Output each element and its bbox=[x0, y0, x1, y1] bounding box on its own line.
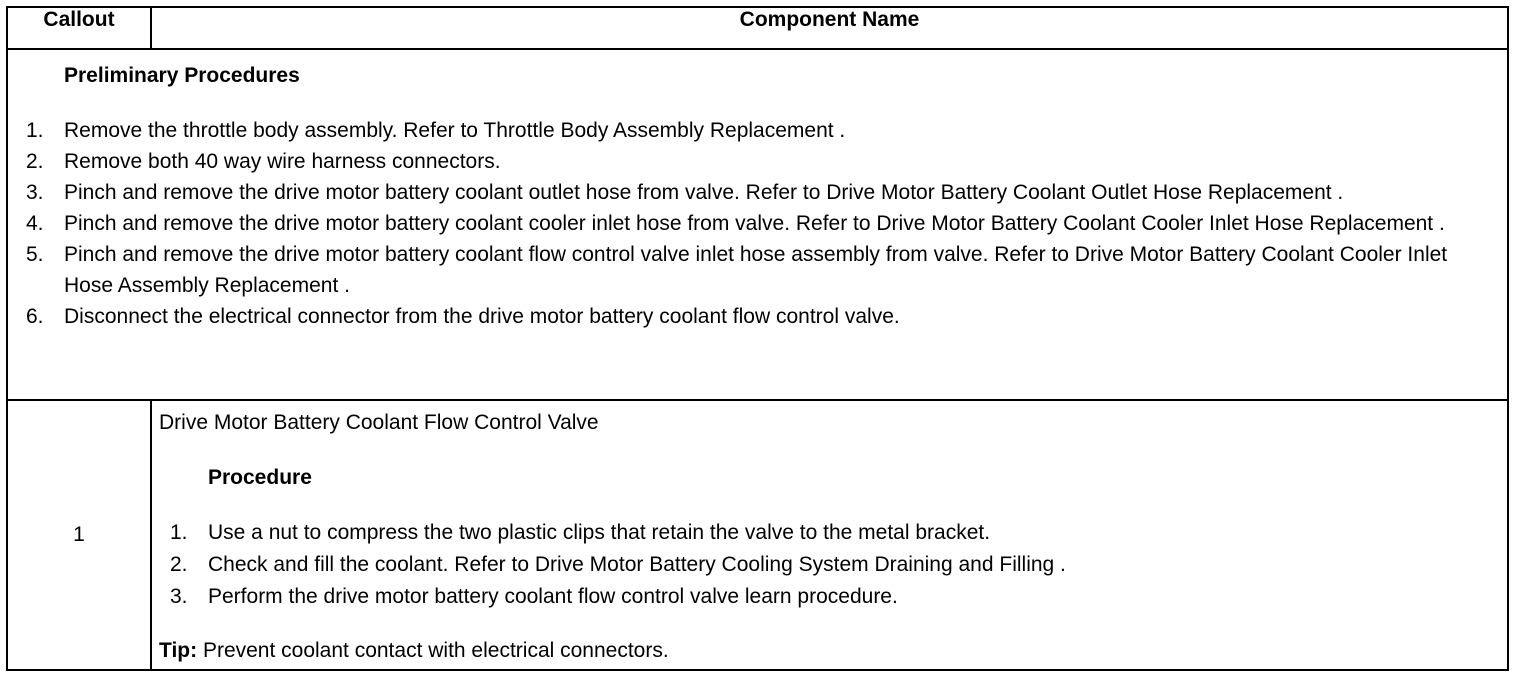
list-item bbox=[8, 146, 1507, 177]
step-number: 2. bbox=[26, 150, 44, 173]
step-text: Pinch and remove the drive motor battery coolant outlet hose from valve. Refer to Drive Motor Battery Coolant Outlet Hose Replacement . bbox=[64, 181, 1344, 204]
list-item bbox=[152, 581, 1507, 613]
callout-number: 1 bbox=[7, 400, 151, 670]
step-number: 4. bbox=[26, 212, 44, 235]
list-item bbox=[8, 301, 1507, 332]
tip-label: Tip: bbox=[159, 639, 198, 662]
procedure-heading: Procedure bbox=[208, 466, 312, 489]
step-number: 2. bbox=[170, 553, 188, 576]
step-number: 1. bbox=[26, 119, 44, 142]
component-name-header: Component Name bbox=[151, 7, 1508, 49]
list-item bbox=[8, 239, 1507, 301]
step-text: Pinch and remove the drive motor battery coolant cooler inlet hose from valve. Refer to Drive Motor Battery Coolant Cooler Inlet Hose Replacement . bbox=[64, 212, 1445, 235]
callout-header: Callout bbox=[7, 7, 151, 49]
table-row bbox=[7, 400, 1508, 670]
component-cell bbox=[151, 400, 1508, 670]
step-number: 5. bbox=[26, 243, 44, 266]
list-item bbox=[152, 549, 1507, 581]
tip-text: Prevent coolant contact with electrical connectors. bbox=[197, 639, 669, 662]
procedure-steps-list bbox=[152, 517, 1507, 613]
step-number: 3. bbox=[26, 181, 44, 204]
preliminary-steps-list bbox=[8, 115, 1507, 332]
step-text: Check and fill the coolant. Refer to Drive Motor Battery Cooling System Draining and Filling . bbox=[208, 553, 1066, 576]
list-item bbox=[152, 517, 1507, 549]
header-row bbox=[7, 7, 1508, 49]
step-text: Perform the drive motor battery coolant flow control valve learn procedure. bbox=[208, 585, 898, 608]
preliminary-row bbox=[7, 49, 1508, 400]
step-text: Pinch and remove the drive motor battery coolant flow control valve inlet hose assembly from valve. Refer to Drive Motor Battery Coolant Cooler Inlet Hose Assembly Replacement . bbox=[64, 243, 1448, 297]
tip-note bbox=[159, 637, 1507, 664]
step-text: Remove the throttle body assembly. Refer to Throttle Body Assembly Replacement . bbox=[64, 119, 846, 142]
step-text: Use a nut to compress the two plastic clips that retain the valve to the metal bracket. bbox=[208, 521, 991, 544]
step-text: Disconnect the electrical connector from the drive motor battery coolant flow control valve. bbox=[64, 305, 900, 328]
step-number: 1. bbox=[170, 521, 188, 544]
step-number: 6. bbox=[26, 305, 44, 328]
preliminary-heading: Preliminary Procedures bbox=[64, 64, 300, 87]
list-item bbox=[8, 177, 1507, 208]
component-name: Drive Motor Battery Coolant Flow Control Valve bbox=[159, 411, 599, 434]
preliminary-cell bbox=[7, 49, 1508, 400]
step-text: Remove both 40 way wire harness connectors. bbox=[64, 150, 501, 173]
procedure-table bbox=[6, 6, 1509, 671]
list-item bbox=[8, 115, 1507, 146]
step-number: 3. bbox=[170, 585, 188, 608]
list-item bbox=[8, 208, 1507, 239]
